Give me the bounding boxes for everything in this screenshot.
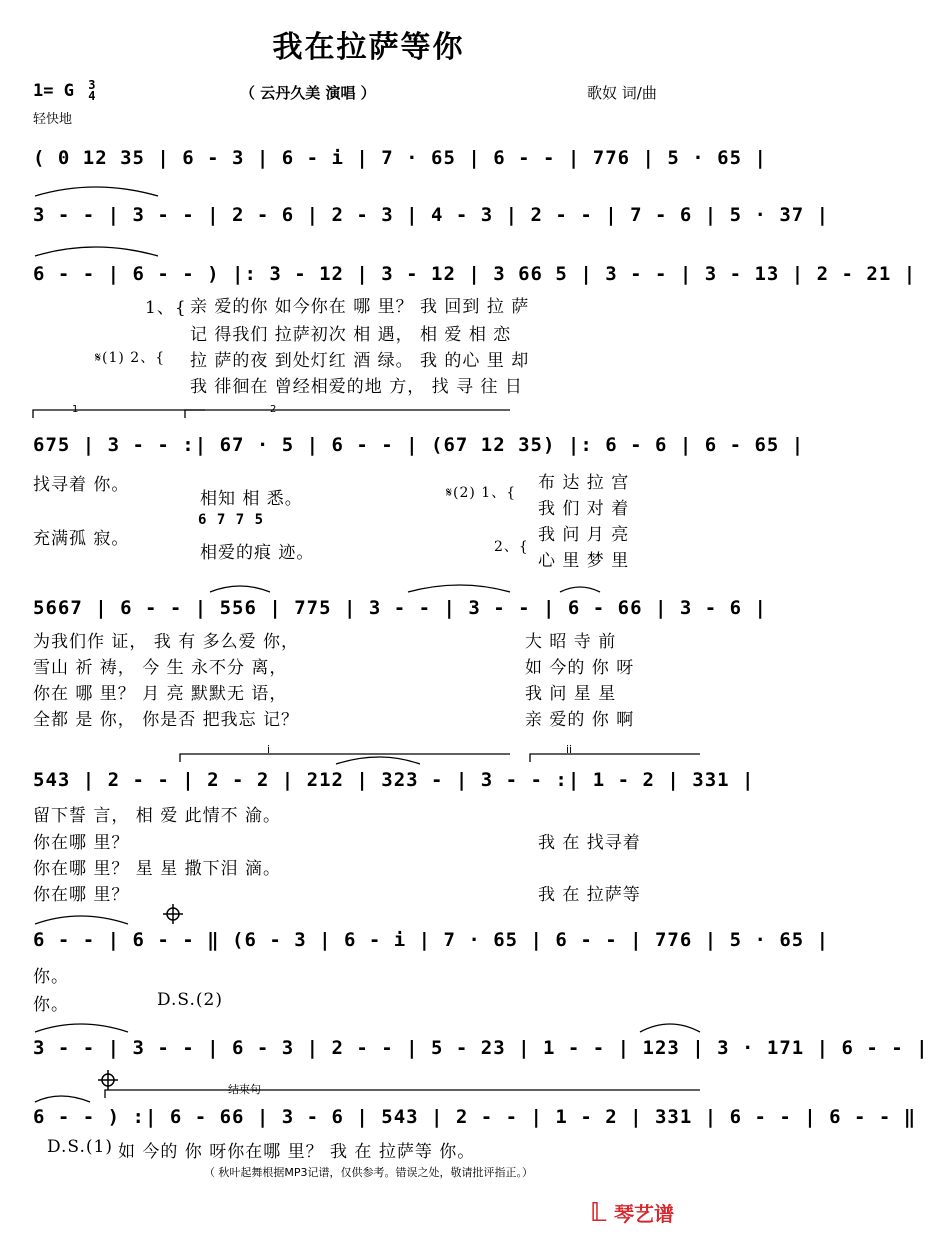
lyric-line: 相知 相 悉。: [200, 489, 303, 509]
slur: [210, 586, 270, 592]
volta-1-label: 1: [72, 404, 79, 415]
notation-row-9: 6 - - ) :| 6 - 66 | 3 - 6 | 543 | 2 - - | 1 - 2 | 331 | 6 - - | 6 - - ‖: [33, 1106, 917, 1128]
key-label: 1= G: [33, 81, 74, 101]
notation-row-6: 543 | 2 - - | 2 - 2 | 212 | 323 - | 3 - - :| 1 - 2 | 331 |: [33, 769, 755, 791]
verse-number: 2、{: [494, 539, 529, 555]
lyric-line: 我 问 星 星: [525, 684, 617, 704]
verse-number-2: 𝄋(1) 2、{: [95, 350, 166, 366]
slur: [35, 247, 158, 256]
volta-2-label: 2: [270, 404, 277, 415]
slur: [35, 187, 158, 196]
volta-ii-label: ii: [566, 743, 573, 756]
verse-number-1: 1、{: [145, 298, 187, 318]
lyric-line: 你在哪 里？: [33, 885, 130, 905]
tempo-marking: 轻快地: [33, 112, 73, 127]
notation-row-7: 6 - - | 6 - - ‖ (6 - 3 | 6 - i | 7 · 65 | 6 - - | 776 | 5 · 65 |: [33, 929, 830, 951]
lyric-line: 大 昭 寺 前: [525, 632, 617, 652]
lyric-line: 亲 爱的 你 啊: [525, 710, 635, 730]
lyric-line: 拉 萨的夜 到处灯红 酒 绿。 我 的心 里 却: [190, 351, 530, 371]
lyric-line: 你在 哪 里？ 月 亮 默默无 语，: [33, 684, 288, 704]
lyric-line: 我 问 月 亮: [538, 525, 630, 545]
lyric-line: 我 在 找寻着: [538, 833, 641, 853]
slur: [560, 587, 600, 592]
author-credit: 歌奴 词/曲: [587, 84, 657, 102]
time-signature-top: 3: [88, 78, 96, 92]
lyric-line: 如 今的 你 呀你在哪 里？ 我 在 拉萨等 你。: [118, 1142, 476, 1162]
notation-row-8: 3 - - | 3 - - | 6 - 3 | 2 - - | 5 - 23 | 1 - - | 123 | 3 · 171 | 6 - - |: [33, 1037, 929, 1059]
slur: [35, 1096, 90, 1102]
lyric-line: 你在哪 里？ 星 星 撒下泪 滴。: [33, 859, 282, 879]
alt-notation: 6 7 7 5: [198, 512, 265, 528]
slur: [408, 585, 510, 592]
lyric-line: 充满孤 寂。: [33, 529, 130, 549]
notation-row-2: 3 - - | 3 - - | 2 - 6 | 2 - 3 | 4 - 3 | 2 - - | 7 - 6 | 5 · 37 |: [33, 204, 830, 226]
lyric-line: 相爱的痕 迹。: [200, 543, 315, 563]
lyric-line: 你在哪 里？: [33, 833, 130, 853]
volta-i-label: i: [267, 743, 271, 756]
volta-bracket-1: [33, 410, 205, 418]
footer-note: （ 秋叶起舞根据MP3记谱，仅供参考。错误之处，敬请批评指正。）: [203, 1166, 534, 1179]
lyric-line: 亲 爱的你 如今你在 哪 里？ 我 回到 拉 萨: [190, 297, 530, 317]
notation-row-3: 6 - - | 6 - - ) |: 3 - 12 | 3 - 12 | 3 66 5 | 3 - - | 3 - 13 | 2 - 21 |: [33, 263, 917, 285]
lyric-line: 我 们 对 着: [538, 499, 630, 519]
ending-label: 结束句: [228, 1083, 261, 1096]
lyric-line: 找寻着 你。: [33, 475, 130, 495]
slur: [640, 1024, 700, 1032]
notation-row-4: 675 | 3 - - :| 67 · 5 | 6 - - | (67 12 35) |: 6 - 6 | 6 - 65 |: [33, 434, 805, 456]
time-signature-bottom: 4: [88, 89, 96, 103]
lyric-line: 雪山 祈 祷， 今 生 永不分 离，: [33, 658, 288, 678]
notation-row-1: ( 0 12 35 | 6 - 3 | 6 - i | 7 · 65 | 6 - - | 776 | 5 · 65 |: [33, 147, 767, 169]
slur: [35, 1024, 128, 1032]
lyric-line: 你。: [33, 967, 69, 987]
lyric-line: 为我们作 证， 我 有 多么爱 你，: [33, 632, 300, 652]
lyric-line: 记 得我们 拉萨初次 相 遇， 相 爱 相 恋: [190, 325, 512, 345]
coda-sign: [98, 1070, 118, 1090]
ds-2-marking: D.S.(2): [157, 990, 223, 1010]
slur: [336, 757, 420, 764]
slur: [35, 916, 128, 924]
song-title: 我在拉萨等你: [272, 30, 465, 65]
lyric-line: 留下誓 言， 相 爱 此情不 渝。: [33, 806, 282, 826]
lyric-line: 你。: [33, 995, 69, 1015]
volta-bracket-ending: [105, 1090, 700, 1098]
logo-icon: 𝕃: [590, 1198, 608, 1228]
lyric-line: 我 徘徊在 曾经相爱的地 方， 找 寻 往 日: [190, 377, 523, 397]
coda-sign: [163, 904, 183, 924]
lyric-line: 我 在 拉萨等: [538, 885, 641, 905]
logo-text: 琴艺谱: [613, 1202, 674, 1226]
lyric-line: 布 达 拉 宫: [538, 473, 630, 493]
volta-bracket-ii: [530, 754, 700, 762]
segno-2-mark: 𝄋(2) 1、{: [446, 485, 517, 501]
lyric-line: 如 今的 你 呀: [525, 658, 635, 678]
lyric-line: 全都 是 你， 你是否 把我忘 记？: [33, 710, 300, 730]
lyric-line: 心 里 梦 里: [538, 551, 630, 571]
notation-row-5: 5667 | 6 - - | 556 | 775 | 3 - - | 3 - - | 6 - 66 | 3 - 6 |: [33, 597, 767, 619]
ds-1-marking: D.S.(1): [47, 1137, 113, 1157]
singer-credit: （ 云丹久美 演唱 ）: [240, 84, 376, 102]
volta-bracket-2: [185, 410, 510, 418]
